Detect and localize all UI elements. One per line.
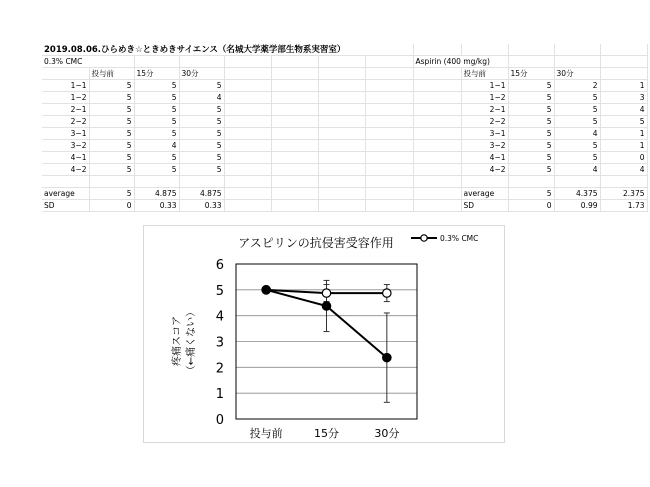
- aspirin-average-label[interactable]: average: [461, 188, 508, 200]
- cell[interactable]: [413, 140, 461, 152]
- cell[interactable]: [271, 176, 318, 188]
- aspirin-sd-label[interactable]: SD: [461, 200, 508, 212]
- cell[interactable]: [365, 188, 413, 200]
- cell[interactable]: [413, 176, 461, 188]
- cell[interactable]: [461, 44, 508, 56]
- cell[interactable]: [271, 188, 318, 200]
- x-tick-label: 30分: [374, 427, 400, 440]
- cmc-animal-label[interactable]: 3−2: [42, 140, 89, 152]
- cmc-animal-15min[interactable]: 5: [134, 116, 179, 128]
- data-point: [383, 289, 391, 297]
- cell[interactable]: [365, 104, 413, 116]
- chart-title: アスピリンの抗侵害受容作用: [238, 236, 394, 250]
- cell[interactable]: [365, 200, 413, 212]
- aspirin-animal-label[interactable]: 2−2: [461, 116, 508, 128]
- chart-container[interactable]: [143, 225, 505, 443]
- cmc-animal-pre[interactable]: 5: [89, 116, 134, 128]
- aspirin-animal-pre[interactable]: 5: [508, 128, 554, 140]
- cmc-average-30min[interactable]: 4.875: [179, 188, 224, 200]
- cell[interactable]: [554, 56, 600, 68]
- cmc-animal-pre[interactable]: 5: [89, 140, 134, 152]
- aspirin-animal-30min[interactable]: 1: [600, 80, 647, 92]
- cell[interactable]: [318, 92, 365, 104]
- cmc-sd-label[interactable]: SD: [42, 200, 89, 212]
- aspirin-animal-15min[interactable]: 5: [554, 152, 600, 164]
- cmc-animal-30min[interactable]: 5: [179, 140, 224, 152]
- cmc-animal-pre[interactable]: 5: [89, 104, 134, 116]
- cmc-animal-pre[interactable]: 5: [89, 92, 134, 104]
- cell[interactable]: [271, 140, 318, 152]
- cmc-animal-row: [42, 116, 647, 128]
- cell[interactable]: [318, 104, 365, 116]
- cell[interactable]: [413, 128, 461, 140]
- x-tick-label: 投与前: [249, 427, 283, 440]
- aspirin-animal-label[interactable]: 3−1: [461, 128, 508, 140]
- cmc-header-30min[interactable]: 30分: [179, 68, 224, 80]
- aspirin-animal-30min[interactable]: 4: [600, 104, 647, 116]
- cmc-animal-15min[interactable]: 5: [134, 104, 179, 116]
- aspirin-animal-pre[interactable]: 5: [508, 92, 554, 104]
- aspirin-animal-15min[interactable]: 5: [554, 140, 600, 152]
- cell[interactable]: [318, 188, 365, 200]
- cmc-animal-30min[interactable]: 5: [179, 116, 224, 128]
- y-tick-label: 4: [215, 309, 224, 325]
- blank-row: [42, 176, 647, 188]
- aspirin-animal-15min[interactable]: 2: [554, 80, 600, 92]
- aspirin-animal-label[interactable]: 4−2: [461, 164, 508, 176]
- aspirin-animal-label[interactable]: 1−1: [461, 80, 508, 92]
- cell[interactable]: [271, 152, 318, 164]
- y-tick-label: 5: [215, 283, 224, 299]
- cell[interactable]: [600, 44, 647, 56]
- cmc-animal-label[interactable]: 1−2: [42, 92, 89, 104]
- aspirin-average-30min[interactable]: 2.375: [600, 188, 647, 200]
- cell[interactable]: [224, 92, 271, 104]
- aspirin-animal-30min[interactable]: 3: [600, 92, 647, 104]
- cmc-animal-row: [42, 92, 647, 104]
- cell[interactable]: [224, 140, 271, 152]
- cmc-animal-row: [42, 80, 647, 92]
- cmc-animal-15min[interactable]: 5: [134, 152, 179, 164]
- cmc-animal-pre[interactable]: 5: [89, 80, 134, 92]
- cell[interactable]: [365, 116, 413, 128]
- cmc-animal-row: [42, 128, 647, 140]
- cell[interactable]: [413, 152, 461, 164]
- aspirin-average-pre[interactable]: 5: [508, 188, 554, 200]
- aspirin-animal-pre[interactable]: 5: [508, 104, 554, 116]
- aspirin-header-30min[interactable]: 30分: [554, 68, 600, 80]
- cell[interactable]: [413, 116, 461, 128]
- cmc-animal-pre[interactable]: 5: [89, 152, 134, 164]
- aspirin-animal-15min[interactable]: 5: [554, 104, 600, 116]
- cell[interactable]: [365, 92, 413, 104]
- cell[interactable]: [365, 140, 413, 152]
- cmc-header-15min[interactable]: 15分: [134, 68, 179, 80]
- cell[interactable]: [179, 56, 224, 68]
- aspirin-animal-label[interactable]: 3−2: [461, 140, 508, 152]
- sheet-title: 2019.08.06.ひらめき☆ときめきサイエンス（名城大学薬学部生物系実習室）: [42, 44, 413, 56]
- cell[interactable]: [413, 68, 461, 80]
- cmc-animal-30min[interactable]: 5: [179, 152, 224, 164]
- aspirin-animal-pre[interactable]: 5: [508, 140, 554, 152]
- cell[interactable]: [413, 92, 461, 104]
- cell[interactable]: [224, 188, 271, 200]
- aspirin-animal-30min[interactable]: 4: [600, 164, 647, 176]
- cell[interactable]: [365, 164, 413, 176]
- cell[interactable]: [318, 164, 365, 176]
- data-point: [322, 289, 330, 297]
- cmc-sd-row: [42, 200, 647, 212]
- cmc-average-15min[interactable]: 4.875: [134, 188, 179, 200]
- aspirin-animal-30min[interactable]: 1: [600, 128, 647, 140]
- cmc-average-pre[interactable]: 5: [89, 188, 134, 200]
- cell[interactable]: [318, 56, 365, 68]
- cmc-animal-row: [42, 140, 647, 152]
- cell[interactable]: [224, 104, 271, 116]
- cell[interactable]: [179, 176, 224, 188]
- cmc-animal-row: [42, 164, 647, 176]
- aspirin-animal-15min[interactable]: 5: [554, 116, 600, 128]
- cmc-animal-15min[interactable]: 5: [134, 164, 179, 176]
- y-axis-label: 疼痛スコア: [172, 316, 183, 366]
- cell[interactable]: [508, 176, 554, 188]
- cell[interactable]: [508, 44, 554, 56]
- aspirin-sd-30min[interactable]: 1.73: [600, 200, 647, 212]
- header-row: [42, 68, 647, 80]
- cell[interactable]: [224, 164, 271, 176]
- cell[interactable]: [365, 68, 413, 80]
- cmc-animal-15min[interactable]: 5: [134, 128, 179, 140]
- cell[interactable]: [318, 116, 365, 128]
- y-tick-label: 1: [215, 387, 224, 403]
- cell[interactable]: [42, 68, 89, 80]
- aspirin-sd-pre[interactable]: 0: [508, 200, 554, 212]
- aspirin-animal-30min[interactable]: 0: [600, 152, 647, 164]
- cell[interactable]: [461, 176, 508, 188]
- cell[interactable]: [271, 68, 318, 80]
- legend-label: 0.3% CMC: [440, 234, 479, 243]
- data-point: [383, 353, 391, 361]
- aspirin-animal-15min[interactable]: 4: [554, 128, 600, 140]
- aspirin-animal-label[interactable]: 4−1: [461, 152, 508, 164]
- cell[interactable]: [365, 152, 413, 164]
- cell[interactable]: [413, 188, 461, 200]
- cell[interactable]: [413, 200, 461, 212]
- cmc-animal-label[interactable]: 2−2: [42, 116, 89, 128]
- cell[interactable]: [224, 68, 271, 80]
- cell[interactable]: [413, 164, 461, 176]
- cell[interactable]: [224, 80, 271, 92]
- cell[interactable]: [318, 128, 365, 140]
- cmc-average-label[interactable]: average: [42, 188, 89, 200]
- aspirin-animal-15min[interactable]: 4: [554, 164, 600, 176]
- cell[interactable]: [224, 116, 271, 128]
- cmc-animal-row: [42, 104, 647, 116]
- cell[interactable]: [318, 140, 365, 152]
- cell[interactable]: [318, 176, 365, 188]
- cell[interactable]: [271, 200, 318, 212]
- cell[interactable]: [271, 92, 318, 104]
- spreadsheet-body: [42, 44, 647, 212]
- cmc-animal-30min[interactable]: 4: [179, 92, 224, 104]
- cmc-animal-pre[interactable]: 5: [89, 128, 134, 140]
- cell[interactable]: [224, 56, 271, 68]
- cell[interactable]: [134, 176, 179, 188]
- aspirin-average-15min[interactable]: 4.375: [554, 188, 600, 200]
- data-point: [262, 286, 270, 294]
- cell[interactable]: [318, 152, 365, 164]
- title-row: [42, 44, 647, 56]
- cmc-animal-label[interactable]: 3−1: [42, 128, 89, 140]
- aspirin-animal-label[interactable]: 1−2: [461, 92, 508, 104]
- cmc-animal-15min[interactable]: 4: [134, 140, 179, 152]
- cmc-animal-30min[interactable]: 5: [179, 128, 224, 140]
- cell[interactable]: [600, 176, 647, 188]
- cell[interactable]: [134, 56, 179, 68]
- cmc-animal-label[interactable]: 2−1: [42, 104, 89, 116]
- cell[interactable]: [413, 44, 461, 56]
- aspirin-animal-label[interactable]: 2−1: [461, 104, 508, 116]
- aspirin-animal-30min[interactable]: 1: [600, 140, 647, 152]
- aspirin-animal-pre[interactable]: 5: [508, 116, 554, 128]
- cmc-average-row: [42, 188, 647, 200]
- cell[interactable]: [554, 44, 600, 56]
- cell[interactable]: [271, 128, 318, 140]
- cell[interactable]: [508, 56, 554, 68]
- cmc-animal-15min[interactable]: 5: [134, 92, 179, 104]
- cell[interactable]: [600, 56, 647, 68]
- legend-marker: [421, 235, 427, 241]
- cmc-animal-label[interactable]: 4−2: [42, 164, 89, 176]
- cell[interactable]: [271, 104, 318, 116]
- cmc-animal-label[interactable]: 1−1: [42, 80, 89, 92]
- cell[interactable]: [224, 200, 271, 212]
- spreadsheet-table: [42, 44, 648, 212]
- cmc-animal-30min[interactable]: 5: [179, 164, 224, 176]
- cell[interactable]: [42, 176, 89, 188]
- x-tick-label: 15分: [314, 427, 339, 440]
- group-label-row: [42, 56, 647, 68]
- y-tick-label: 2: [215, 361, 224, 377]
- cell[interactable]: [413, 104, 461, 116]
- line-chart: [144, 226, 504, 442]
- data-point: [322, 302, 330, 310]
- aspirin-animal-pre[interactable]: 5: [508, 164, 554, 176]
- cmc-group-label[interactable]: 0.3% CMC: [42, 56, 134, 68]
- cell[interactable]: [365, 176, 413, 188]
- aspirin-header-pre[interactable]: 投与前: [461, 68, 508, 80]
- cell[interactable]: [89, 176, 134, 188]
- cmc-animal-30min[interactable]: 5: [179, 80, 224, 92]
- y-tick-label: 6: [215, 258, 224, 273]
- cmc-animal-30min[interactable]: 5: [179, 104, 224, 116]
- cell[interactable]: [365, 128, 413, 140]
- cell[interactable]: [224, 152, 271, 164]
- aspirin-animal-15min[interactable]: 5: [554, 92, 600, 104]
- cell[interactable]: [224, 128, 271, 140]
- aspirin-sd-15min[interactable]: 0.99: [554, 200, 600, 212]
- cell[interactable]: [365, 56, 413, 68]
- cmc-animal-label[interactable]: 4−1: [42, 152, 89, 164]
- cmc-animal-row: [42, 152, 647, 164]
- aspirin-group-label[interactable]: Aspirin (400 mg/kg): [413, 56, 508, 68]
- aspirin-animal-pre[interactable]: 5: [508, 152, 554, 164]
- cell[interactable]: [224, 176, 271, 188]
- cell[interactable]: [271, 80, 318, 92]
- aspirin-header-15min[interactable]: 15分: [508, 68, 554, 80]
- cell[interactable]: [365, 80, 413, 92]
- cell[interactable]: [271, 164, 318, 176]
- cmc-animal-15min[interactable]: 5: [134, 80, 179, 92]
- aspirin-animal-30min[interactable]: 5: [600, 116, 647, 128]
- cell[interactable]: [318, 80, 365, 92]
- aspirin-animal-pre[interactable]: 5: [508, 80, 554, 92]
- y-tick-label: 0: [215, 413, 224, 428]
- cell[interactable]: [271, 116, 318, 128]
- y-axis-label: （←痛くない）: [186, 306, 197, 376]
- cmc-sd-15min[interactable]: 0.33: [134, 200, 179, 212]
- cmc-sd-pre[interactable]: 0: [89, 200, 134, 212]
- cell[interactable]: [271, 56, 318, 68]
- cell[interactable]: [600, 68, 647, 80]
- y-tick-label: 3: [215, 335, 224, 351]
- cmc-header-pre[interactable]: 投与前: [89, 68, 134, 80]
- cell[interactable]: [554, 176, 600, 188]
- cell[interactable]: [413, 80, 461, 92]
- cell[interactable]: [318, 68, 365, 80]
- cmc-sd-30min[interactable]: 0.33: [179, 200, 224, 212]
- cell[interactable]: [318, 200, 365, 212]
- cmc-animal-pre[interactable]: 5: [89, 164, 134, 176]
